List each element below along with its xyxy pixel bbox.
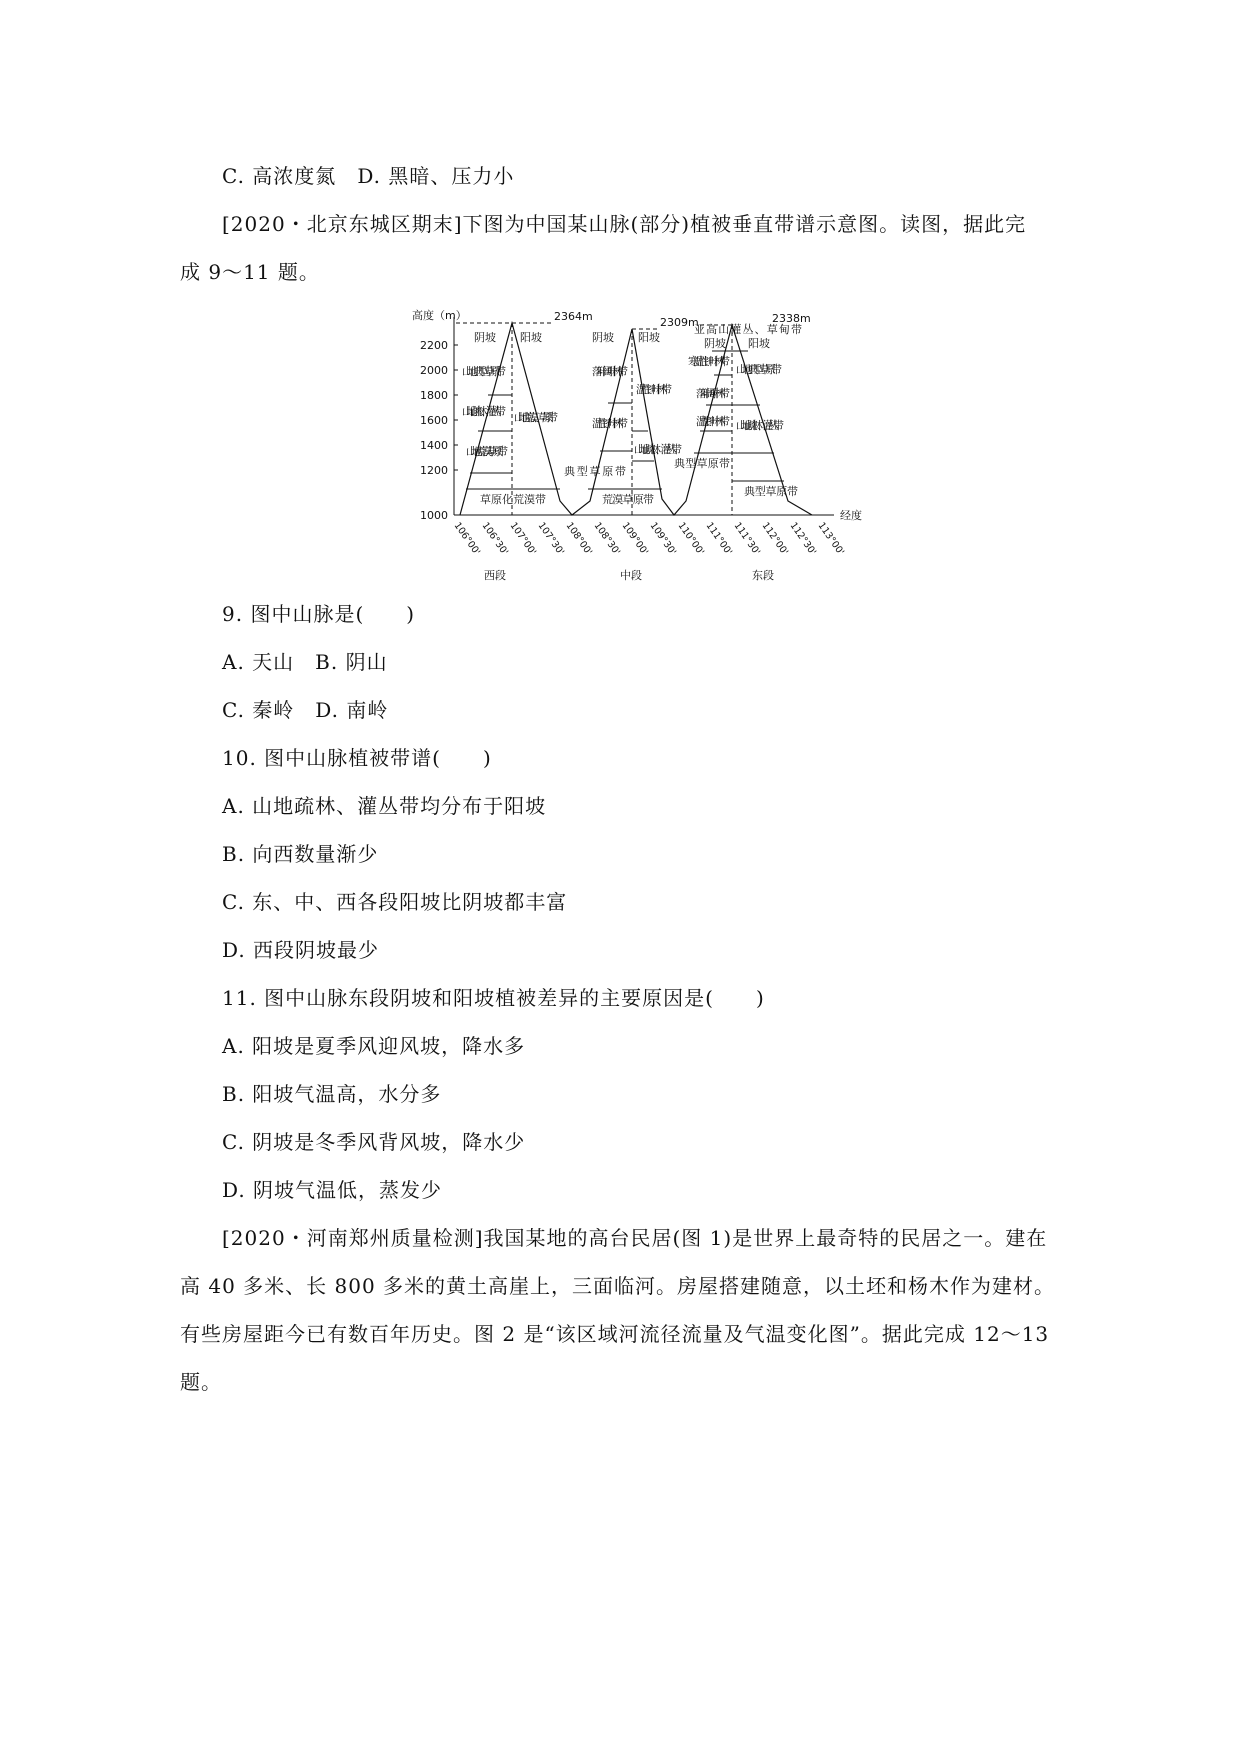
segment-label-west: 西段 <box>484 569 506 582</box>
y-tick: 1000 <box>420 509 448 522</box>
middle-base-belt: 荒漠草原带 <box>602 493 654 506</box>
middle-shade-belt: 温性针叶林带 <box>592 417 628 430</box>
prev-option-c: C. 高浓度氮 <box>222 164 337 188</box>
middle-shade-belt: 落叶阔叶林带 <box>592 365 628 378</box>
west-shade-belt: 山地典型草原带 <box>462 365 506 378</box>
x-tick: 106°30' <box>479 520 511 558</box>
y-tick: 1600 <box>420 414 448 427</box>
intro-2-line-1: [2020・河南郑州质量检测]我国某地的高台民居(图 1)是世界上最奇特的民居之一。建在 <box>222 1226 1048 1250</box>
west-sunny-belt: 山地荒漠、草原带 <box>514 411 558 424</box>
y-tick: 1400 <box>420 439 448 452</box>
y-tick: 1800 <box>420 389 448 402</box>
peak-label-east: 2338m <box>772 312 811 325</box>
q10-option-a: A. 山地疏林、灌丛带均分布于阳坡 <box>222 794 547 818</box>
east-shade-belt: 寒温性针叶林带 <box>688 355 730 368</box>
q9-options-ab: A. 天山 B. 阴山 <box>222 650 388 674</box>
segment-label-middle: 中段 <box>620 569 642 582</box>
y-axis-title: 高度（m） <box>412 309 467 322</box>
x-tick: 108°00' <box>563 520 595 558</box>
x-axis-title: 经度 <box>840 509 862 522</box>
y-tick: 1200 <box>420 464 448 477</box>
east-sunny-label: 阳坡 <box>748 337 770 350</box>
east-shade-label: 阴坡 <box>704 337 726 350</box>
intro-1-line-2: 成 9～11 题。 <box>180 260 320 284</box>
middle-shade-label: 阴坡 <box>592 331 614 344</box>
q11-option-b: B. 阳坡气温高，水分多 <box>222 1082 442 1106</box>
west-shade-belt: 山地荒漠草原带 <box>466 445 508 458</box>
east-shade-belt: 落叶阔叶林带 <box>696 387 730 400</box>
x-tick: 112°00' <box>759 520 791 558</box>
east-sunny-belt: 山地疏林、灌丛带 <box>736 419 784 432</box>
x-tick: 111°00' <box>703 520 735 558</box>
x-tick: 106°00' <box>451 520 483 558</box>
x-tick: 112°30' <box>787 520 819 558</box>
middle-sunny-belt: 山地疏林、灌丛带 <box>634 443 682 456</box>
x-tick: 107°00' <box>507 520 539 558</box>
option-c-line <box>222 160 514 189</box>
q9-stem: 9. 图中山脉是( ) <box>222 602 416 626</box>
x-tick: 109°00' <box>619 520 651 558</box>
q10-option-c: C. 东、中、西各段阳坡比阴坡都丰富 <box>222 890 568 914</box>
prev-option-d: D. 黑暗、压力小 <box>357 164 515 188</box>
y-tick: 2200 <box>420 339 448 352</box>
x-tick: 113°00' <box>815 520 847 558</box>
intro-1-line-1: [2020・北京东城区期末]下图为中国某山脉(部分)植被垂直带谱示意图。读图，据此完 <box>222 212 1027 236</box>
segment-label-east: 东段 <box>752 569 774 582</box>
q9-options-cd: C. 秦岭 D. 南岭 <box>222 698 389 722</box>
x-tick: 110°00' <box>675 520 707 558</box>
west-shade-belt: 山地疏林、灌丛带 <box>462 405 506 418</box>
q11-option-d: D. 阴坡气温低，蒸发少 <box>222 1178 443 1202</box>
intro-2-line-4: 题。 <box>180 1370 222 1394</box>
east-top-belt: 亚高山灌丛、草甸带 <box>694 323 802 336</box>
q11-option-c: C. 阴坡是冬季风背风坡，降水少 <box>222 1130 526 1154</box>
middle-shade-belt: 典型草原带 <box>564 465 626 478</box>
q11-stem: 11. 图中山脉东段阴坡和阳坡植被差异的主要原因是( ) <box>222 986 765 1010</box>
intro-2-line-3: 有些房屋距今已有数百年历史。图 2 是“该区域河流径流量及气温变化图”。据此完成 12～13 <box>180 1322 1050 1346</box>
peak-label-middle: 2309m <box>660 316 699 329</box>
q10-option-b: B. 向西数量渐少 <box>222 842 379 866</box>
middle-sunny-label: 阳坡 <box>638 331 660 344</box>
east-shade-belt: 温性针叶林带 <box>696 415 730 428</box>
x-tick: 111°30' <box>731 520 763 558</box>
x-tick: 109°30' <box>647 520 679 558</box>
west-sunny-label: 阳坡 <box>520 331 542 344</box>
west-shade-label: 阴坡 <box>474 331 496 344</box>
middle-sunny-belt: 温性针叶林带 <box>636 383 672 396</box>
west-base-belt: 草原化荒漠带 <box>480 493 546 506</box>
vegetation-zone-figure <box>412 303 872 585</box>
x-tick: 108°30' <box>591 520 623 558</box>
x-tick: 107°30' <box>535 520 567 558</box>
east-sunny-belt: 典型草原带 <box>744 485 798 498</box>
q11-option-a: A. 阳坡是夏季风迎风坡，降水多 <box>222 1034 526 1058</box>
peak-label-west: 2364m <box>554 310 593 323</box>
y-tick: 2000 <box>420 364 448 377</box>
east-sunny-belt: 山地典型草原带 <box>736 363 782 376</box>
q10-option-d: D. 西段阴坡最少 <box>222 938 380 962</box>
intro-2-line-2: 高 40 多米、长 800 多米的黄土高崖上，三面临河。房屋搭建随意，以土坯和杨木作为建材。 <box>180 1274 1056 1298</box>
east-shade-belt: 典型草原带 <box>674 457 730 470</box>
q10-stem: 10. 图中山脉植被带谱( ) <box>222 746 492 770</box>
